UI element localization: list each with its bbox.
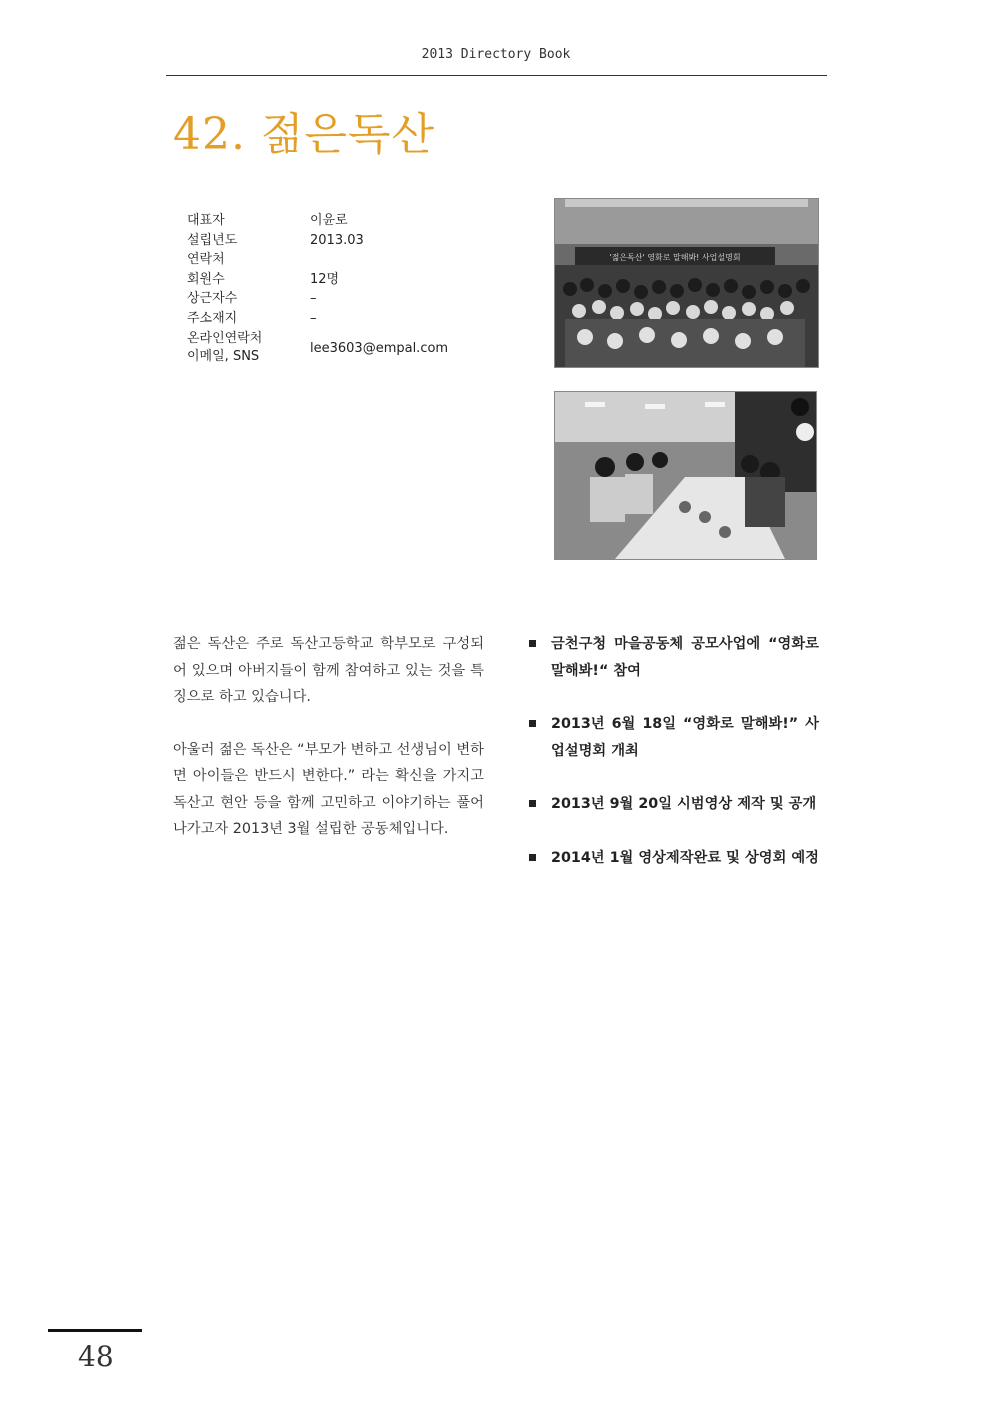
- info-row-contact: [187, 251, 447, 269]
- event-text: 2013년 9월 20일 시범영상 제작 및 공개: [551, 796, 817, 812]
- info-label-secondary: 이메일, SNS: [187, 349, 260, 364]
- info-row-members: [187, 271, 447, 289]
- group-photo: [554, 198, 819, 368]
- info-value: –: [310, 291, 317, 306]
- list-item: [527, 711, 819, 764]
- event-text: 2014년 1월 영상제작완료 및 상영회 예정: [551, 849, 819, 866]
- list-item: [527, 791, 819, 818]
- list-item: [527, 845, 819, 872]
- info-label: 주소재지: [187, 311, 238, 326]
- event-text: 금천구청 마을공동체 공모사업에 “영화로 말해봐!“ 참여: [551, 636, 819, 679]
- info-value: 이윤로: [310, 213, 348, 228]
- header-divider: [166, 75, 827, 76]
- footer-divider: [48, 1329, 142, 1332]
- info-row-staff: [187, 290, 447, 308]
- square-bullet-icon: [529, 720, 536, 727]
- square-bullet-icon: [529, 640, 536, 647]
- square-bullet-icon: [529, 800, 536, 807]
- info-value: –: [310, 311, 317, 326]
- info-label: 회원수: [187, 272, 225, 287]
- square-bullet-icon: [529, 854, 536, 861]
- info-value: 12명: [310, 272, 340, 287]
- description-paragraph: 젊은 독산은 주로 독산고등학교 학부모로 구성되어 있으며 아버지들이 함께 참여하고 있는 것을 특징으로 하고 있습니다.: [173, 636, 484, 705]
- info-value: 2013.03: [310, 233, 364, 248]
- description-paragraph: 아울러 젊은 독산은 “부모가 변하고 선생님이 변하면 아이들은 반드시 변한다.” 라는 확신을 가지고 독산고 현안 등을 함께 고민하고 이야기하는 풀어 나가고자 2013년 3월 설립한 공동체입니다.: [173, 741, 484, 837]
- info-label: 상근자수: [187, 291, 238, 306]
- header-title: 2013 Directory Book: [421, 47, 571, 62]
- page-title: 42. 젊은독산: [173, 109, 435, 160]
- description: [173, 631, 484, 869]
- info-row-representative: [187, 212, 447, 230]
- info-row-online: [187, 330, 447, 368]
- info-label: 온라인연락처: [187, 331, 263, 346]
- page-number: 48: [78, 1340, 114, 1373]
- info-label: 대표자: [187, 213, 225, 228]
- info-row-address: [187, 310, 447, 328]
- events-list: [527, 631, 819, 898]
- list-item: [527, 631, 819, 684]
- info-label: 설립년도: [187, 233, 238, 248]
- info-label: 연락처: [187, 252, 225, 267]
- info-value-email: lee3603@empal.com: [310, 341, 449, 356]
- meeting-photo: [554, 391, 817, 560]
- banner-text: '젊은독산' 영화로 말해봐! 사업설명회: [609, 253, 741, 262]
- info-row-founded: [187, 232, 447, 250]
- event-text: 2013년 6월 18일 “영화로 말해봐!” 사업설명회 개최: [551, 716, 819, 759]
